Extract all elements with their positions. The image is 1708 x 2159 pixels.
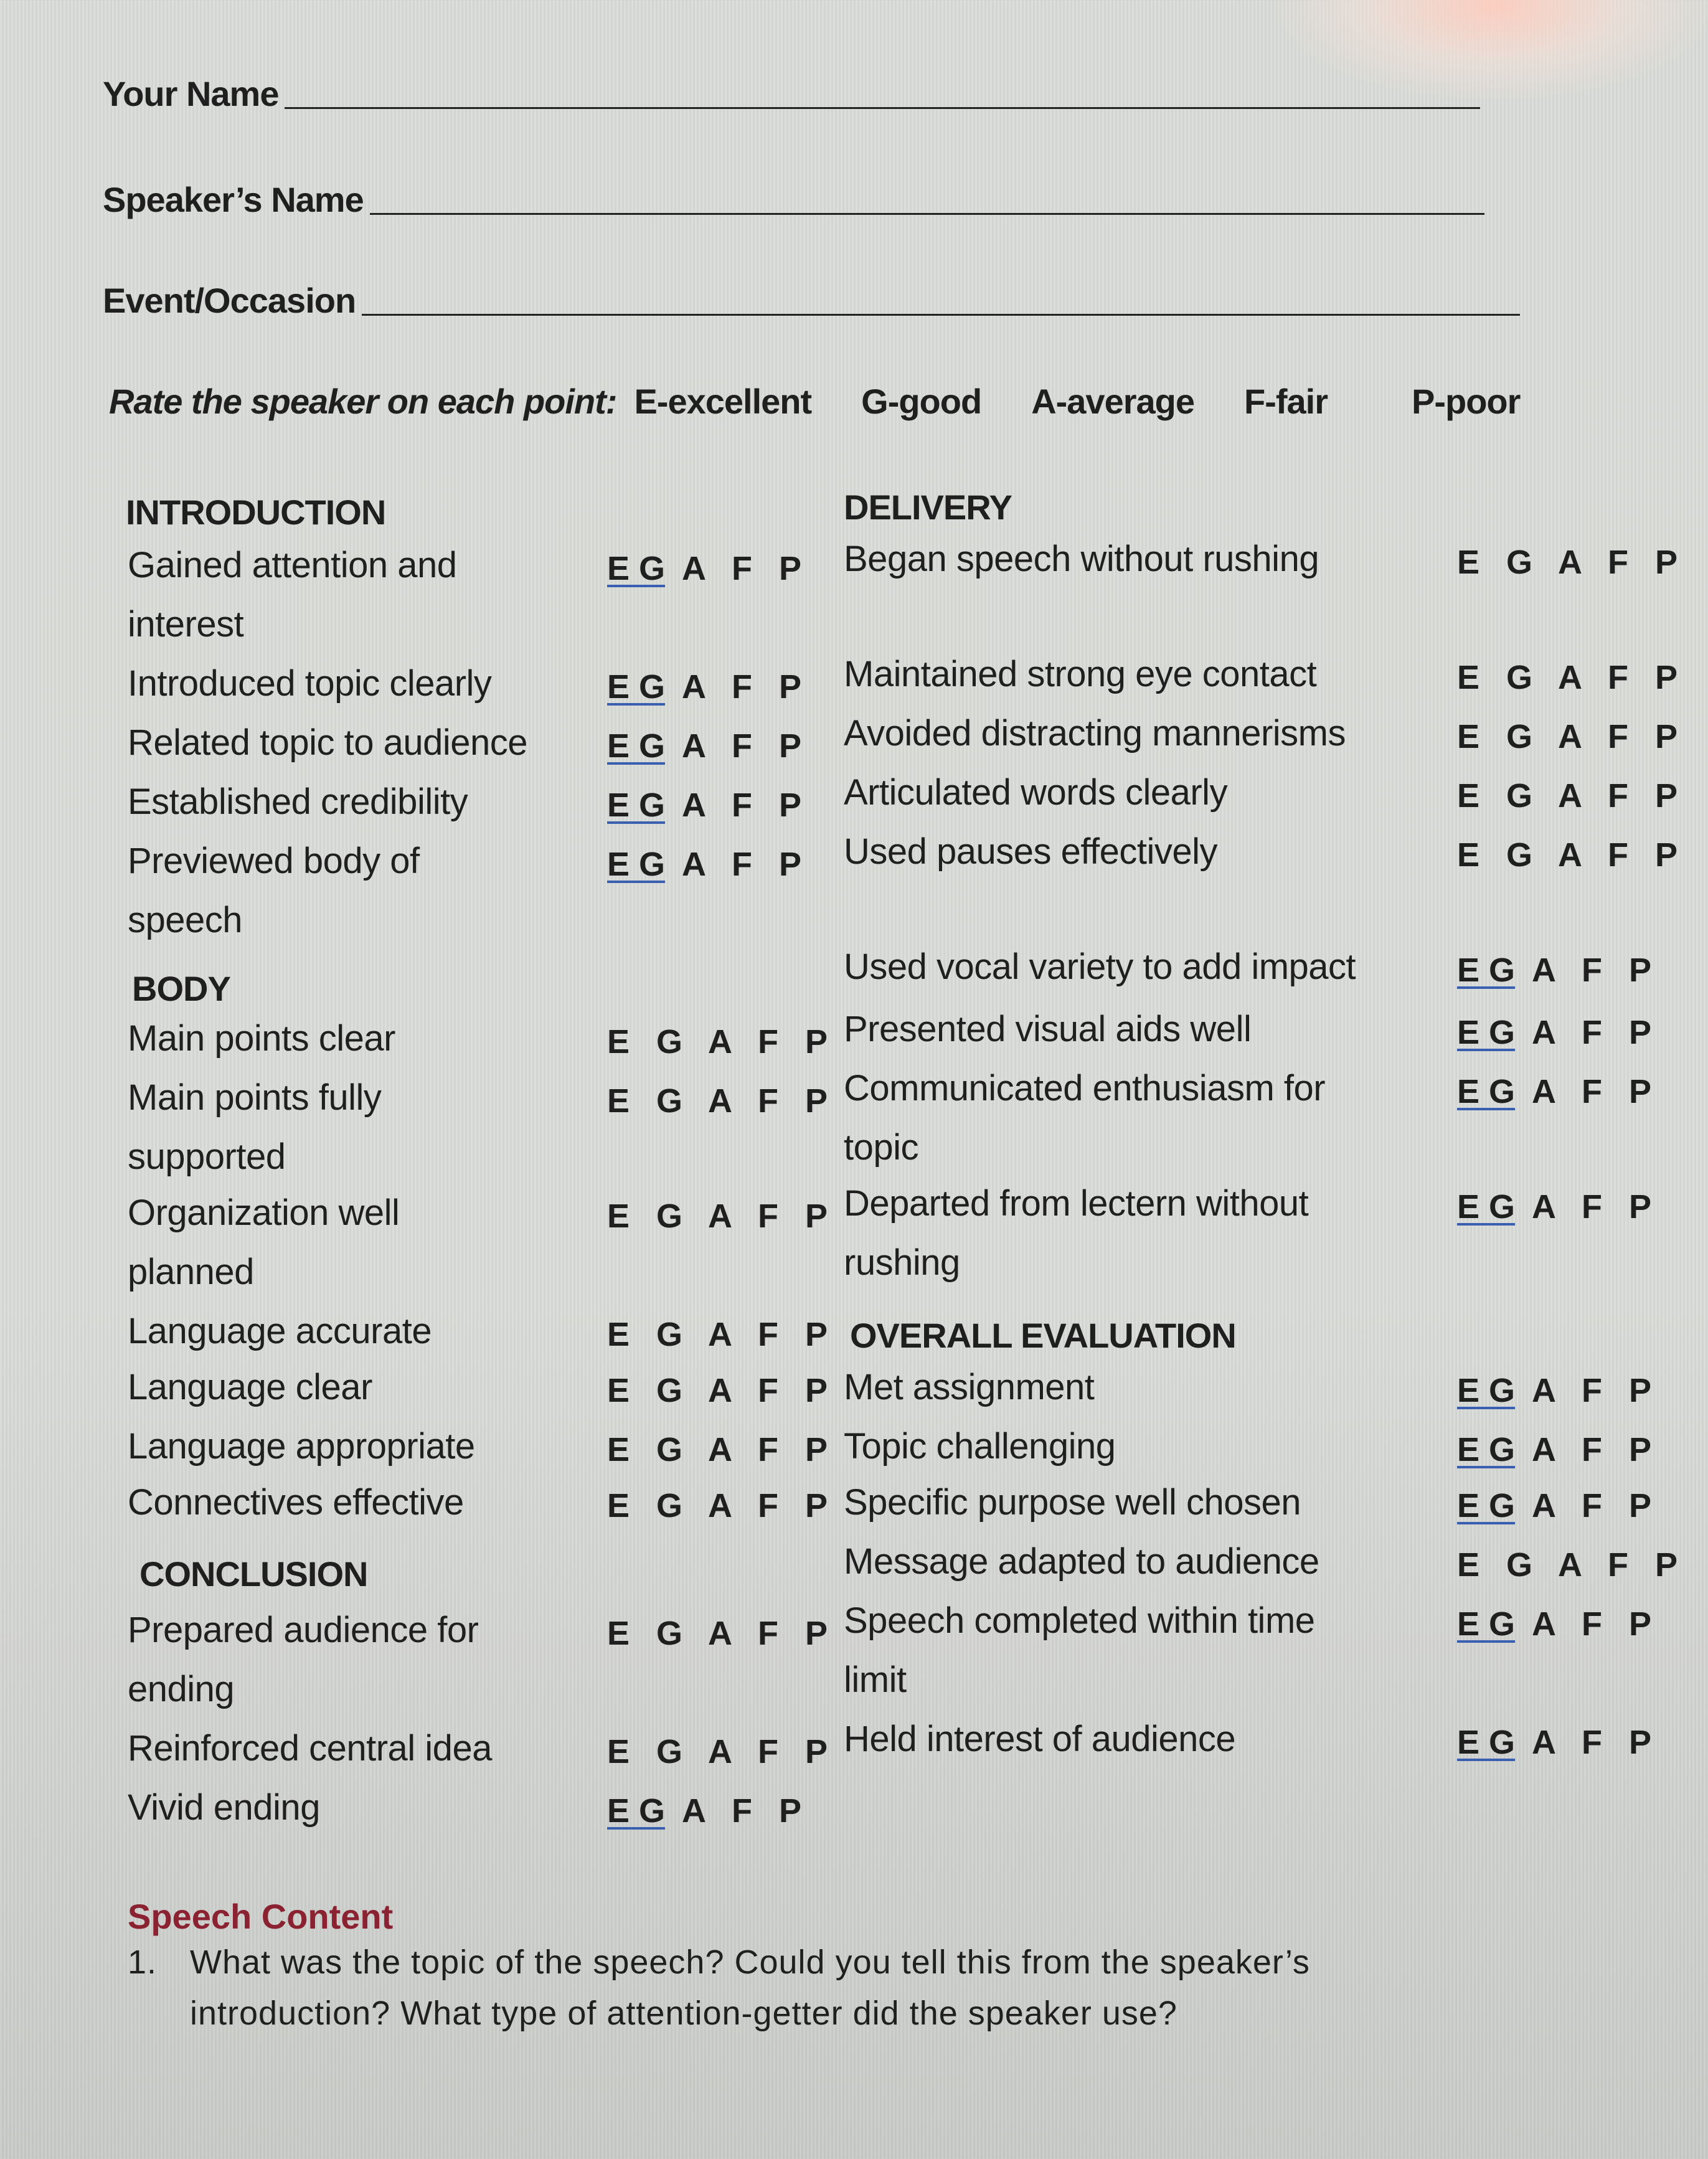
grade-options[interactable]: E G A F P (1457, 777, 1687, 815)
speaker-name-line[interactable] (370, 213, 1484, 215)
criterion-label-continued: limit (844, 1660, 907, 1700)
your-name-field[interactable] (103, 73, 1480, 114)
overall-evaluation-header: OVERALL EVALUATION (850, 1316, 1236, 1355)
introduction-header: INTRODUCTION (126, 493, 386, 532)
criterion-label-continued: ending (128, 1669, 235, 1709)
grade-marked-eg[interactable]: E G (607, 846, 666, 883)
criterion-label: Departed from lectern without (844, 1183, 1309, 1224)
grade-options[interactable] (607, 668, 810, 706)
rating-prompt: Rate the speaker on each point: (109, 382, 617, 421)
criterion-label: Main points clear (128, 1018, 395, 1059)
grade-marked-eg[interactable]: E G (1457, 1431, 1516, 1468)
grade-marked-eg[interactable]: E G (1457, 952, 1516, 989)
your-name-label: Your Name (103, 74, 279, 113)
criterion-label: Introduced topic clearly (128, 663, 492, 704)
criterion-label: Held interest of audience (844, 1719, 1236, 1759)
grade-options[interactable] (1457, 1072, 1660, 1111)
grade-remaining[interactable]: A F P (1515, 1372, 1661, 1409)
grade-options[interactable] (1457, 1188, 1660, 1226)
conclusion-header: CONCLUSION (139, 1554, 368, 1594)
question-1-number: 1. (128, 1944, 158, 1981)
criterion-label: Used pauses effectively (844, 831, 1217, 872)
grade-remaining[interactable]: A F P (665, 550, 811, 587)
grade-options[interactable] (1457, 1486, 1660, 1525)
grade-remaining[interactable]: A F P (665, 846, 811, 883)
grade-marked-eg[interactable]: E G (1457, 1014, 1516, 1051)
criterion-label: Met assignment (844, 1367, 1095, 1407)
question-1-line-2: introduction? What type of attention-getter did the speaker use? (190, 1995, 1177, 2032)
criterion-label: Began speech without rushing (844, 539, 1319, 579)
criterion-label: Articulated words clearly (844, 772, 1228, 813)
criterion-label: Presented visual aids well (844, 1009, 1252, 1049)
body-header: BODY (132, 969, 230, 1008)
grade-options[interactable]: E G A F P (607, 1431, 837, 1468)
grade-options[interactable] (1457, 951, 1660, 990)
grade-marked-eg[interactable]: E G (607, 668, 666, 706)
speaker-name-field[interactable] (103, 179, 1484, 220)
criterion-label: Main points fully (128, 1077, 382, 1118)
event-line[interactable] (362, 314, 1520, 316)
criterion-label: Specific purpose well chosen (844, 1482, 1301, 1523)
grade-remaining[interactable]: A F P (1515, 1073, 1661, 1110)
criterion-label: Speech completed within time (844, 1600, 1315, 1641)
your-name-line[interactable] (285, 107, 1480, 109)
grade-options[interactable] (1457, 1371, 1660, 1410)
grade-options[interactable]: E G A F P (1457, 544, 1687, 581)
criterion-label: Vivid ending (128, 1787, 320, 1828)
event-field[interactable] (103, 280, 1520, 321)
grade-options[interactable]: E G A F P (607, 1733, 837, 1770)
grade-marked-eg[interactable]: E G (607, 550, 666, 587)
criterion-label-continued: speech (128, 900, 243, 940)
grade-remaining[interactable]: A F P (1515, 1605, 1661, 1643)
rating-scale (109, 381, 1520, 422)
scale-good: G-good (861, 382, 982, 421)
grade-remaining[interactable]: A F P (1515, 1188, 1661, 1226)
criterion-label: Reinforced central idea (128, 1728, 492, 1769)
grade-options[interactable] (1457, 1605, 1660, 1643)
speech-content-title: Speech Content (128, 1897, 394, 1936)
criterion-label: Gained attention and (128, 545, 457, 585)
criterion-label-continued: rushing (844, 1242, 960, 1283)
grade-options[interactable] (607, 786, 810, 824)
question-1-line-1: What was the topic of the speech? Could you tell this from the speaker’s (190, 1944, 1310, 1981)
grade-marked-eg[interactable]: E G (1457, 1605, 1516, 1643)
criterion-label: Maintained strong eye contact (844, 654, 1317, 694)
delivery-header: DELIVERY (844, 488, 1012, 527)
grade-options[interactable] (607, 727, 810, 765)
grade-options[interactable] (1457, 1430, 1660, 1469)
grade-options[interactable]: E G A F P (1457, 836, 1687, 874)
grade-options[interactable] (607, 549, 810, 588)
criterion-label: Previewed body of (128, 841, 420, 881)
event-label: Event/Occasion (103, 281, 356, 320)
grade-options[interactable]: E G A F P (607, 1198, 837, 1235)
criterion-label: Prepared audience for (128, 1610, 479, 1650)
grade-marked-eg[interactable]: E G (1457, 1073, 1516, 1110)
grade-options[interactable]: E G A F P (1457, 1546, 1687, 1584)
criterion-label: Related topic to audience (128, 722, 528, 763)
grade-marked-eg[interactable]: E G (1457, 1487, 1516, 1524)
grade-options[interactable] (607, 1792, 810, 1830)
grade-marked-eg[interactable]: E G (1457, 1724, 1516, 1761)
grade-options[interactable] (607, 845, 810, 884)
grade-options[interactable]: E G A F P (607, 1023, 837, 1061)
grade-options[interactable] (1457, 1723, 1660, 1762)
criterion-label: Used vocal variety to add impact (844, 947, 1356, 987)
grade-remaining[interactable]: A F P (1515, 1724, 1661, 1761)
criterion-label: Message adapted to audience (844, 1541, 1319, 1582)
grade-marked-eg[interactable]: E G (1457, 1372, 1516, 1409)
grade-remaining[interactable]: A F P (665, 727, 811, 765)
criterion-label-continued: supported (128, 1136, 286, 1177)
criterion-label-continued: planned (128, 1252, 254, 1292)
grade-remaining[interactable]: A F P (1515, 1487, 1661, 1524)
grade-marked-eg[interactable]: E G (607, 787, 666, 824)
criterion-label: Language clear (128, 1367, 372, 1407)
scale-excellent: E-excellent (634, 382, 812, 421)
scale-fair: F-fair (1244, 382, 1328, 421)
scale-average: A-average (1031, 382, 1194, 421)
criterion-label: Language accurate (128, 1311, 432, 1351)
grade-remaining[interactable]: A F P (1515, 1014, 1661, 1051)
grade-remaining[interactable]: A F P (665, 787, 811, 824)
grade-options[interactable]: E G A F P (1457, 718, 1687, 755)
criterion-label: Connectives effective (128, 1482, 464, 1523)
grade-remaining[interactable]: A F P (1515, 952, 1661, 989)
grade-remaining[interactable]: A F P (665, 668, 811, 706)
speaker-name-label: Speaker’s Name (103, 180, 364, 219)
criterion-label: Topic challenging (844, 1426, 1116, 1467)
grade-marked-eg[interactable]: E G (1457, 1188, 1516, 1226)
grade-options[interactable]: E G A F P (607, 1615, 837, 1652)
criterion-label: Language appropriate (128, 1426, 475, 1467)
grade-marked-eg[interactable]: E G (607, 1792, 666, 1830)
criterion-label: Established credibility (128, 782, 468, 822)
grade-options[interactable]: E G A F P (607, 1487, 837, 1524)
grade-remaining[interactable]: A F P (665, 1792, 811, 1830)
criterion-label: Avoided distracting mannerisms (844, 713, 1346, 754)
grade-options[interactable]: E G A F P (607, 1316, 837, 1353)
criterion-label: Organization well (128, 1193, 400, 1233)
grade-remaining[interactable]: A F P (1515, 1431, 1661, 1468)
grade-marked-eg[interactable]: E G (607, 727, 666, 765)
criterion-label: Communicated enthusiasm for (844, 1068, 1326, 1108)
criterion-label-continued: interest (128, 604, 244, 645)
grade-options[interactable]: E G A F P (607, 1082, 837, 1120)
criterion-label-continued: topic (844, 1127, 919, 1168)
grade-options[interactable]: E G A F P (607, 1372, 837, 1409)
grade-options[interactable]: E G A F P (1457, 659, 1687, 696)
scale-poor: P-poor (1412, 382, 1521, 421)
grade-options[interactable] (1457, 1013, 1660, 1052)
